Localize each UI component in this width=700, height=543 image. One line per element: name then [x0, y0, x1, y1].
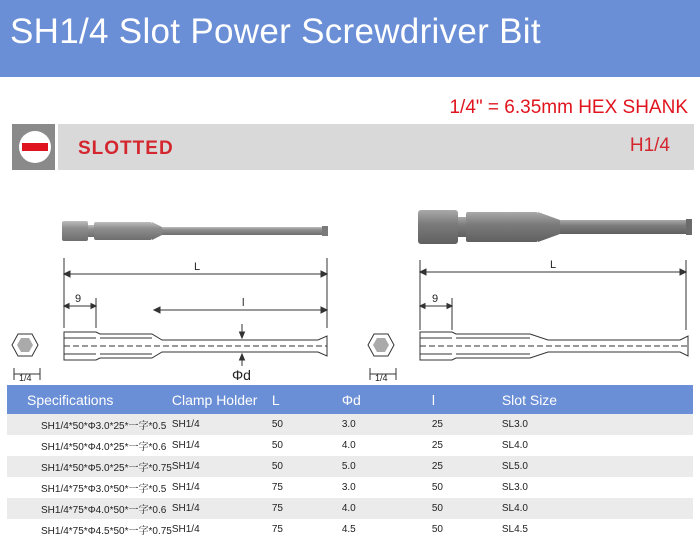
cell-diameter: 5.0	[342, 456, 432, 477]
left-hex-length-label: 9	[75, 293, 82, 305]
cell-diameter: 3.0	[342, 477, 432, 498]
shank-note: 1/4" = 6.35mm HEX SHANK	[449, 97, 688, 118]
cell-clamp: SH1/4	[172, 477, 272, 498]
table-row	[7, 519, 693, 540]
slot-mark	[22, 143, 48, 151]
cell-diameter: 3.0	[342, 414, 432, 435]
col-header-slot-size: Slot Size	[502, 385, 693, 414]
left-bit-drawing	[12, 258, 327, 380]
col-header-tip-length: l	[432, 385, 502, 414]
right-hex-length-label: 9	[432, 293, 439, 305]
cell-length: 75	[272, 498, 342, 519]
slot-head-icon	[19, 131, 51, 163]
cell-spec: SH1/4*50*Φ3.0*25*一字*0.5	[7, 414, 172, 435]
cell-diameter: 4.0	[342, 498, 432, 519]
right-bit-photo	[418, 210, 692, 244]
type-label: SLOTTED	[78, 138, 174, 159]
left-hex-size-label: 1/4	[19, 373, 32, 383]
cell-diameter: 4.0	[342, 435, 432, 456]
cell-tip-length: 25	[432, 414, 502, 435]
cell-slot-size: SL3.0	[502, 414, 693, 435]
title-bar	[0, 0, 700, 77]
cell-length: 75	[272, 519, 342, 540]
cell-diameter: 4.5	[342, 519, 432, 540]
table-row	[7, 414, 693, 435]
cell-slot-size: SL4.5	[502, 519, 693, 540]
cell-spec: SH1/4*50*Φ5.0*25*一字*0.75	[7, 456, 172, 477]
left-diameter-label: Φd	[232, 367, 251, 383]
type-bar	[12, 124, 694, 170]
col-header-specifications: Specifications	[7, 385, 172, 414]
table-row	[7, 498, 693, 519]
cell-slot-size: SL3.0	[502, 477, 693, 498]
left-bit-photo	[62, 221, 328, 241]
col-header-clamp-holder: Clamp Holder	[172, 385, 272, 414]
left-length-label: L	[194, 261, 201, 273]
type-code: H1/4	[629, 135, 670, 156]
table-row	[7, 435, 693, 456]
cell-slot-size: SL4.0	[502, 435, 693, 456]
cell-clamp: SH1/4	[172, 498, 272, 519]
cell-clamp: SH1/4	[172, 456, 272, 477]
cell-tip-length: 50	[432, 519, 502, 540]
cell-clamp: SH1/4	[172, 519, 272, 540]
type-icon-box	[12, 124, 58, 170]
right-bit-drawing	[368, 260, 688, 380]
cell-clamp: SH1/4	[172, 435, 272, 456]
cell-slot-size: SL5.0	[502, 456, 693, 477]
left-tip-length-label: l	[242, 297, 245, 309]
cell-clamp: SH1/4	[172, 414, 272, 435]
cell-length: 50	[272, 456, 342, 477]
cell-slot-size: SL4.0	[502, 498, 693, 519]
cell-tip-length: 25	[432, 435, 502, 456]
cell-spec: SH1/4*75*Φ3.0*50*一字*0.5	[7, 477, 172, 498]
right-length-label: L	[550, 259, 557, 271]
cell-spec: SH1/4*75*Φ4.0*50*一字*0.6	[7, 498, 172, 519]
table-header-row	[7, 385, 693, 414]
right-hex-size-label: 1/4	[375, 373, 388, 383]
cell-length: 50	[272, 414, 342, 435]
cell-spec: SH1/4*75*Φ4.5*50*一字*0.75	[7, 519, 172, 540]
spec-table	[7, 385, 693, 540]
cell-length: 75	[272, 477, 342, 498]
cell-tip-length: 50	[432, 498, 502, 519]
col-header-length: L	[272, 385, 342, 414]
table-row	[7, 456, 693, 477]
bit-diagrams	[0, 180, 700, 385]
cell-tip-length: 50	[432, 477, 502, 498]
table-row	[7, 477, 693, 498]
cell-spec: SH1/4*50*Φ4.0*25*一字*0.6	[7, 435, 172, 456]
page-title: SH1/4 Slot Power Screwdriver Bit	[10, 12, 541, 51]
col-header-diameter: Φd	[342, 385, 432, 414]
cell-length: 50	[272, 435, 342, 456]
cell-tip-length: 25	[432, 456, 502, 477]
